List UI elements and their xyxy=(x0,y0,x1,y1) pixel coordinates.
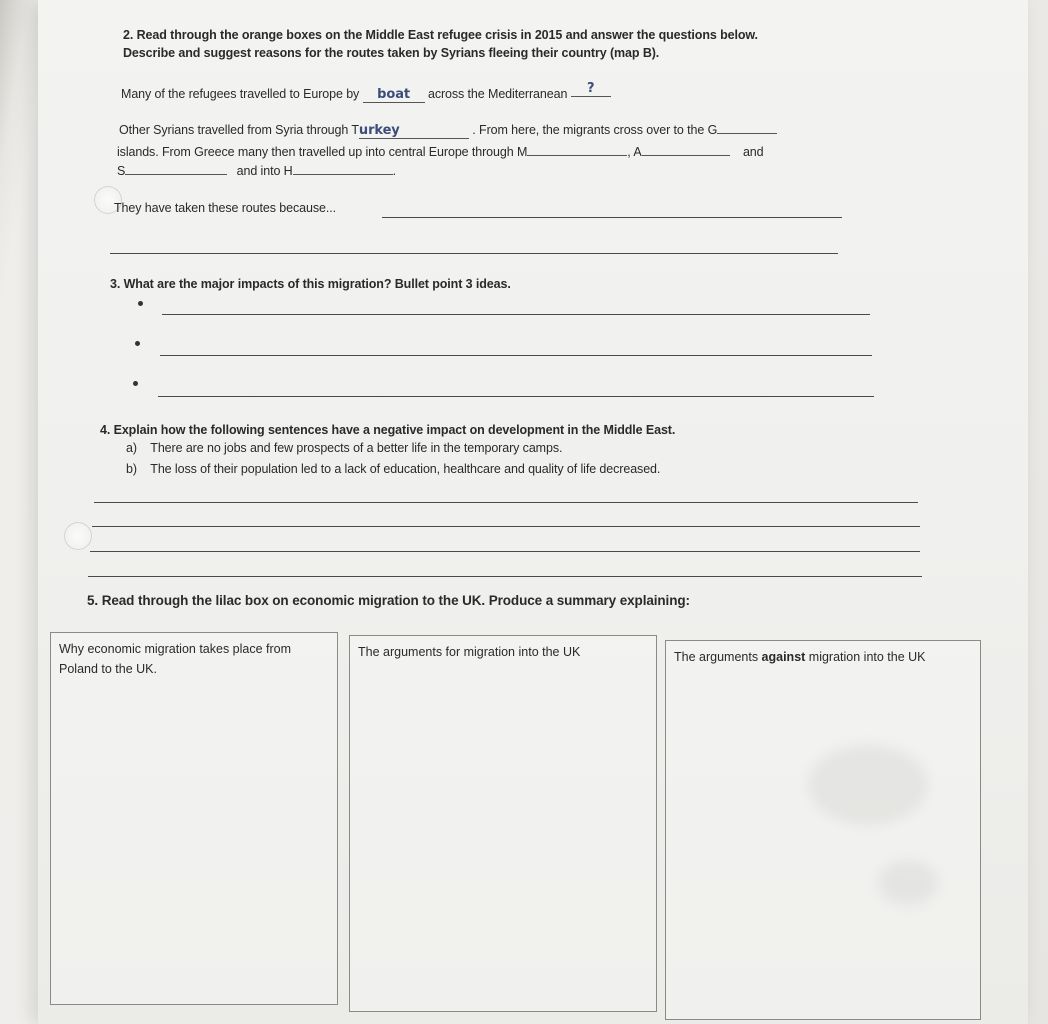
sentence-text: . xyxy=(392,164,396,178)
answer-blank-islands[interactable] xyxy=(717,133,777,134)
answer-blank-h[interactable] xyxy=(293,174,393,175)
q2-sentence-3 xyxy=(117,145,764,159)
q3-heading: 3. What are the major impacts of this migration? Bullet point 3 ideas. xyxy=(110,277,511,291)
answer-line[interactable] xyxy=(92,526,920,527)
q2-sentence-1 xyxy=(121,81,611,103)
handwritten-answer: urkey xyxy=(358,123,400,138)
q2-heading-line1: 2. Read through the orange boxes on the Middle East refugee crisis in 2015 and answer the questions below. xyxy=(123,28,758,42)
q4-item-a xyxy=(126,441,562,455)
answer-line[interactable] xyxy=(88,576,922,577)
sentence-text: Many of the refugees travelled to Europe by xyxy=(121,87,360,101)
sentence-text: , A xyxy=(627,145,642,159)
answer-line[interactable] xyxy=(162,314,870,315)
punch-hole xyxy=(64,522,92,550)
answer-blank-transport[interactable] xyxy=(363,87,425,103)
answer-blank-country[interactable] xyxy=(359,123,469,139)
bullet-point xyxy=(135,341,140,346)
sentence-text: . From here, the migrants cross over to the G xyxy=(472,123,718,137)
box-prompt: migration into the UK xyxy=(805,650,926,664)
answer-line[interactable] xyxy=(160,355,872,356)
q2-sentence-2 xyxy=(119,123,777,139)
item-text: There are no jobs and few prospects of a better life in the temporary camps. xyxy=(150,441,563,455)
answer-line[interactable] xyxy=(90,551,920,552)
item-label: b) xyxy=(126,462,137,476)
bullet-point xyxy=(138,301,143,306)
summary-box-arguments-against[interactable] xyxy=(665,640,981,1020)
summary-box-reasons[interactable] xyxy=(50,632,338,1005)
handwritten-answer: boat xyxy=(377,87,410,102)
answer-line[interactable] xyxy=(94,502,918,503)
q4-item-b xyxy=(126,462,660,476)
item-text: The loss of their population led to a lack of education, healthcare and quality of life decreased. xyxy=(150,462,661,476)
q5-heading: 5. Read through the lilac box on economic migration to the UK. Produce a summary explaining: xyxy=(87,593,690,608)
answer-line[interactable] xyxy=(158,396,874,397)
sentence-text: S xyxy=(117,164,126,178)
sentence-text: and xyxy=(742,145,764,159)
answer-blank-s[interactable] xyxy=(125,174,227,175)
answer-line[interactable] xyxy=(382,217,842,218)
q2-heading-line2: Describe and suggest reasons for the routes taken by Syrians fleeing their country (map B). xyxy=(123,46,660,60)
item-label: a) xyxy=(126,441,137,455)
answer-line[interactable] xyxy=(110,253,838,254)
box-prompt-emphasis: against xyxy=(761,650,806,664)
q2-sentence-4 xyxy=(117,164,396,178)
answer-blank-m[interactable] xyxy=(527,155,627,156)
handwritten-answer: ? xyxy=(586,81,595,96)
box-prompt: Why economic migration takes place from Poland to the UK. xyxy=(59,642,292,676)
q4-heading: 4. Explain how the following sentences have a negative impact on development in the Middle East. xyxy=(100,423,676,437)
answer-blank-sea[interactable] xyxy=(571,81,611,97)
bullet-point xyxy=(133,381,138,386)
answer-blank-a[interactable] xyxy=(642,155,730,156)
box-prompt: The arguments xyxy=(674,650,762,664)
sentence-text: Other Syrians travelled from Syria through T xyxy=(119,123,359,137)
q2-because-prompt: They have taken these routes because... xyxy=(114,201,336,215)
sentence-text: across the Mediterranean xyxy=(427,87,568,101)
summary-box-arguments-for[interactable] xyxy=(349,635,657,1012)
box-prompt: The arguments for migration into the UK xyxy=(358,645,581,659)
sentence-text: islands. From Greece many then travelled up into central Europe through M xyxy=(117,145,528,159)
sentence-text: and into H xyxy=(236,164,293,178)
